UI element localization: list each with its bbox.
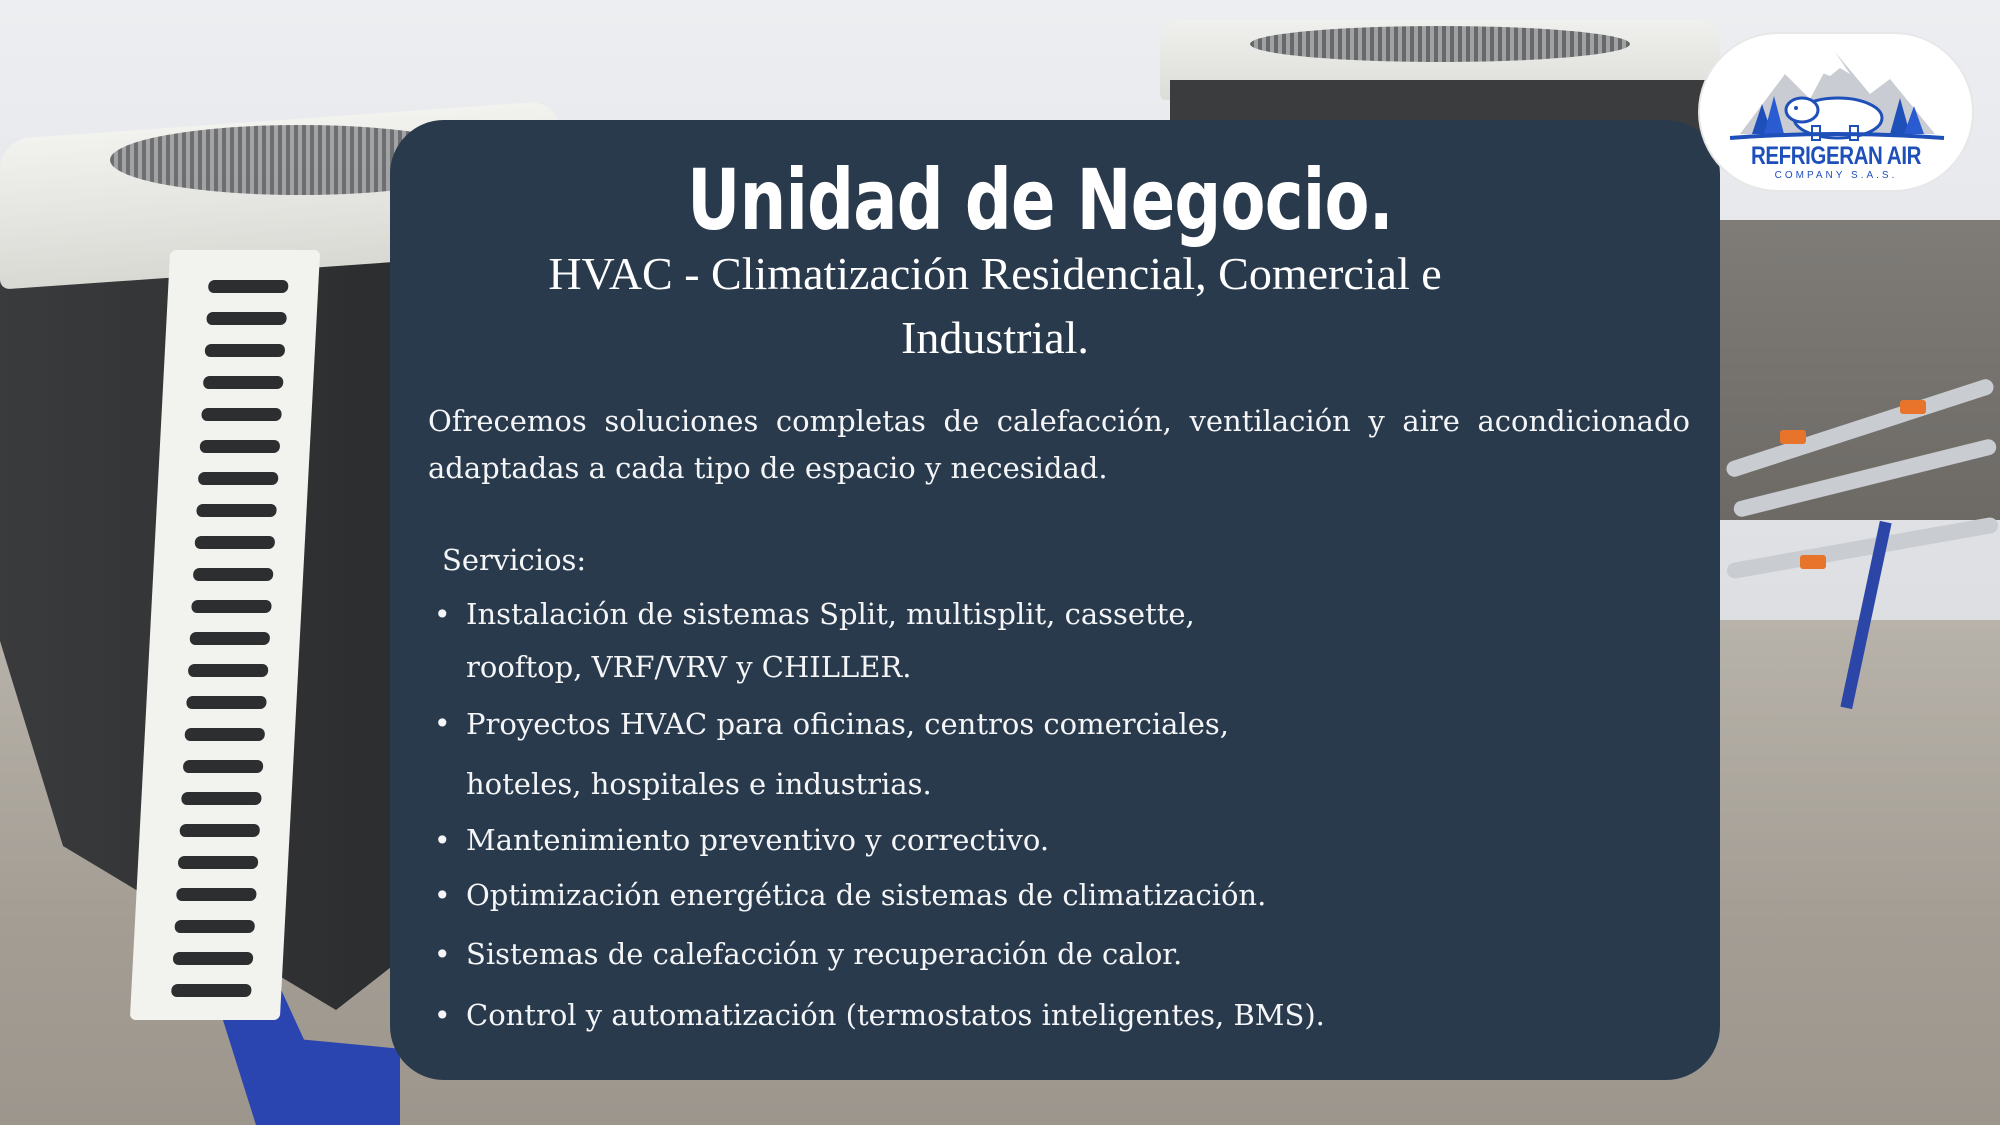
list-item: • Instalación de sistemas Split, multisplit, cassette, rooftop, VRF/VRV y CHILLER. — [428, 588, 1286, 694]
business-unit-card — [390, 120, 1720, 1080]
logo-wordmark: REFRIGERAN AIR — [1750, 142, 1922, 170]
list-item: • Sistemas de calefacción y recuperación de calor. — [428, 928, 1668, 981]
logo-subword: COMPANY S.A.S. — [1774, 170, 1898, 181]
list-item: • Mantenimiento preventivo y correctivo. — [428, 814, 1668, 867]
services-list — [428, 588, 1668, 1042]
list-item: • Optimización energética de sistemas de climatización. — [428, 869, 1668, 922]
subtitle-line: HVAC - Climatización Residencial, Comercial e — [548, 248, 1442, 299]
ac-unit-right-fan — [1250, 26, 1630, 62]
company-logo — [1700, 34, 1972, 190]
subtitle-line: Industrial. — [901, 312, 1089, 363]
intro-line: Ofrecemos soluciones completas de calefacción, ventilación y aire acondicionado — [428, 404, 1690, 438]
services-label: Servicios: — [442, 543, 587, 577]
list-item: • Proyectos HVAC para oficinas, centros comerciales, hoteles, hospitales e industrias. — [428, 694, 1336, 814]
list-item: • Control y automatización (termostatos inteligentes, BMS). — [428, 989, 1668, 1042]
subtitle — [535, 242, 1455, 370]
intro-paragraph — [428, 398, 1690, 492]
intro-line: adaptadas a cada tipo de espacio y necesidad. — [428, 451, 1108, 485]
page-title: Unidad de Negocio. — [687, 151, 1393, 249]
pipe-tag — [1780, 430, 1806, 444]
pipe-tag — [1800, 555, 1826, 569]
pipe-tag — [1900, 400, 1926, 414]
